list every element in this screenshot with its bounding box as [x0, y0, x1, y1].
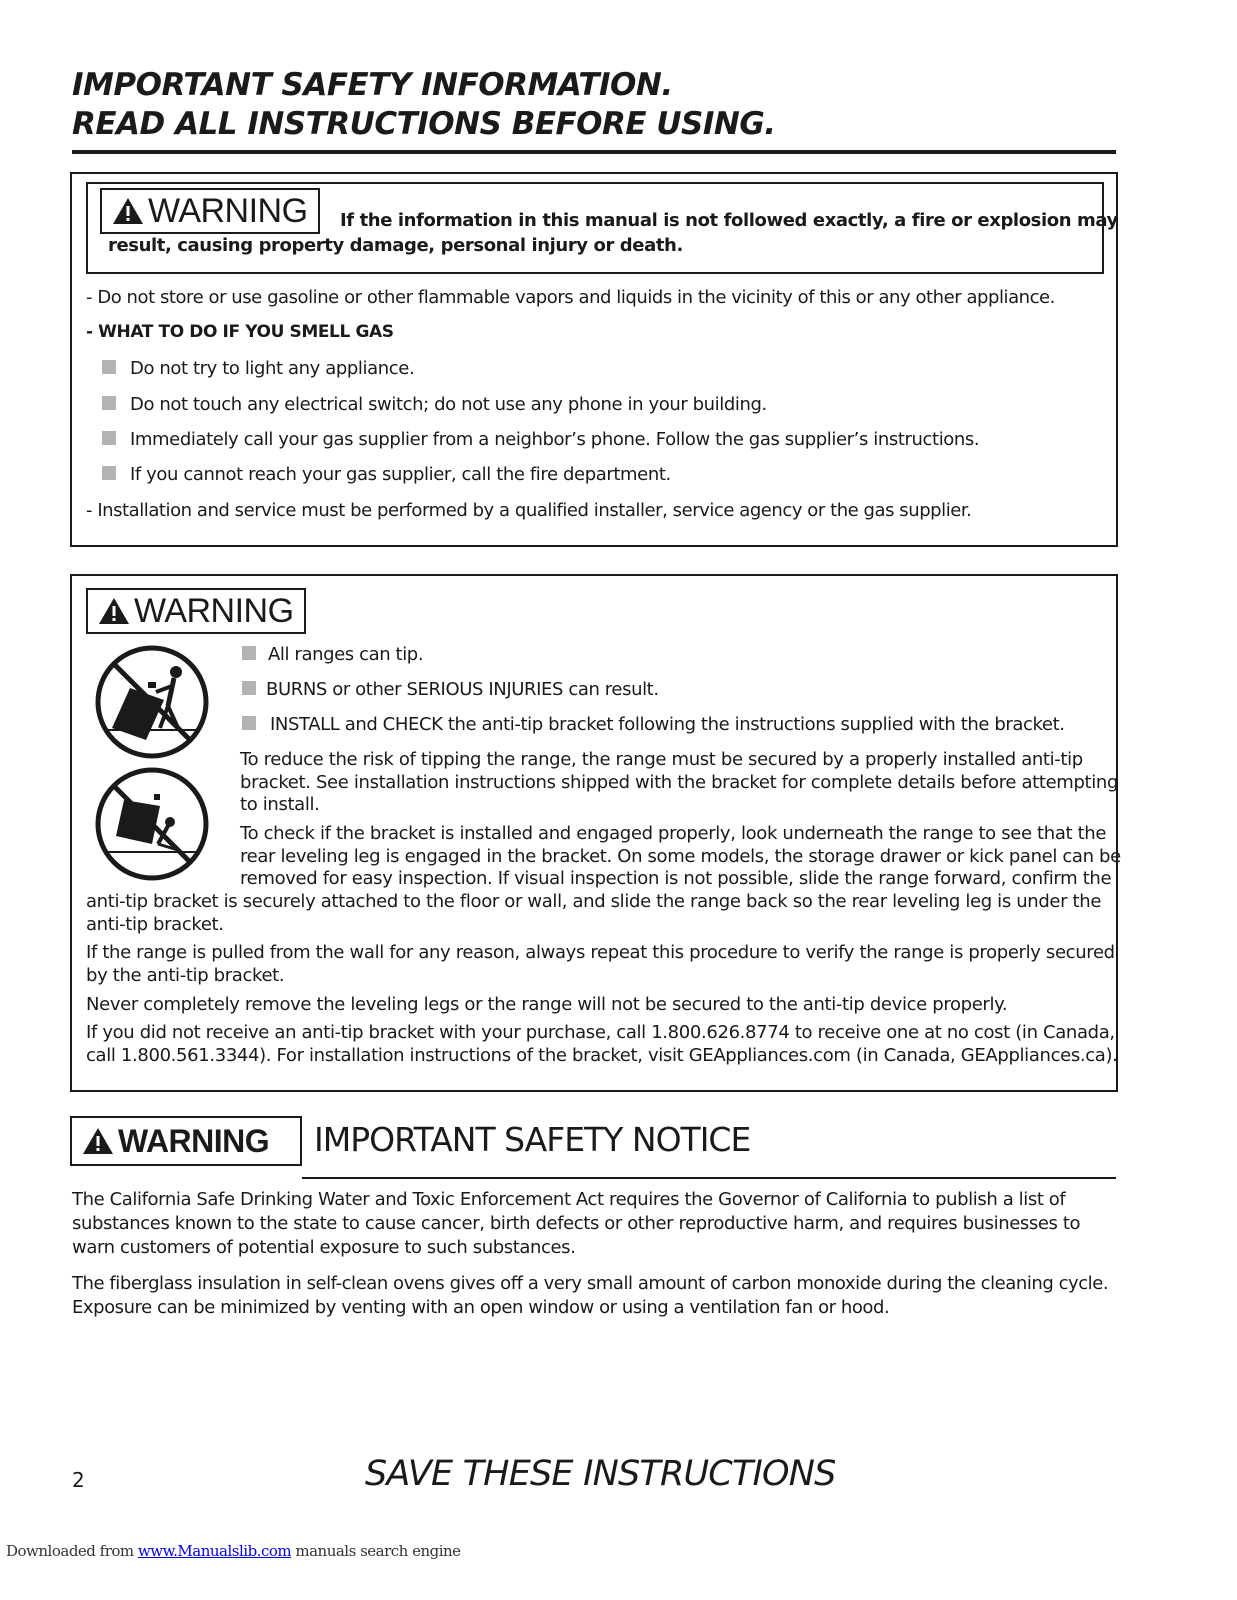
gas-step-item: Do not touch any electrical switch; do not use any phone in your building.: [102, 394, 767, 415]
bullet-square-icon: [102, 396, 116, 410]
bracket-check-paragraph-cont: anti-tip bracket is securely attached to the floor or wall, and slide the range back so the rear leveling leg is under the anti-tip bracket.: [86, 891, 1102, 935]
page-number: 2: [72, 1468, 85, 1492]
download-suffix: manuals search engine: [291, 1542, 461, 1560]
installation-note: - Installation and service must be performed by a qualified installer, service agency or the gas supplier.: [86, 500, 972, 521]
manualslib-link[interactable]: www.Manualslib.com: [137, 1542, 292, 1560]
safety-notice-title: IMPORTANT SAFETY NOTICE: [314, 1120, 751, 1159]
safety-notice-rule: [302, 1177, 1116, 1179]
bullet-square-icon: [242, 646, 256, 660]
warning-label: [70, 1116, 302, 1166]
bullet-square-icon: [242, 681, 256, 695]
gas-warning-headline: If the information in this manual is not followed exactly, a fire or explosion may: [340, 210, 1118, 231]
page-title-line1: IMPORTANT SAFETY INFORMATION.: [72, 67, 673, 103]
bullet-square-icon: [242, 716, 256, 730]
anti-tip-bullet: All ranges can tip.: [242, 644, 423, 665]
anti-tip-warning-box: [70, 574, 1121, 1092]
warning-label: [100, 188, 320, 234]
bullet-square-icon: [102, 360, 116, 374]
download-prefix: Downloaded from: [6, 1542, 138, 1560]
download-footer: [6, 1542, 461, 1560]
gas-warning-box: [70, 172, 1118, 547]
leveling-legs-paragraph: Never completely remove the leveling legs or the range will not be secured to the anti-tip device properly.: [86, 994, 1008, 1015]
california-act-paragraph: The California Safe Drinking Water and Toxic Enforcement Act requires the Governor of California to publish a list of substances known to the state to cause cancer, birth defects or other reproductive harm, and requires businesses to warn customers of potential exposure to such substances.: [72, 1189, 1081, 1258]
gas-step-item: Immediately call your gas supplier from a neighbor’s phone. Follow the gas supplier’s instructions.: [102, 429, 979, 450]
bullet-square-icon: [102, 466, 116, 480]
gasoline-warning-text: - Do not store or use gasoline or other flammable vapors and liquids in the vicinity of this or any other appliance.: [86, 287, 1055, 308]
anti-tip-paragraph: To reduce the risk of tipping the range, the range must be secured by a properly installed anti-tip bracket. See installation instructions shipped with the bracket for complete details before attempting to install.: [240, 749, 1119, 815]
page-title: [72, 66, 1132, 144]
warning-triangle-icon: [112, 197, 144, 225]
page-title-line2: READ ALL INSTRUCTIONS BEFORE USING.: [72, 106, 776, 142]
save-instructions: SAVE THESE INSTRUCTIONS: [365, 1454, 836, 1494]
fiberglass-paragraph: The fiberglass insulation in self-clean ovens gives off a very small amount of carbon monoxide during the cleaning cycle. Exposure can be minimized by venting with an open window or using a ventilation fan or hood.: [72, 1273, 1109, 1318]
anti-tip-bullet: BURNS or other SERIOUS INJURIES can result.: [242, 679, 659, 700]
repeat-procedure-paragraph: If the range is pulled from the wall for any reason, always repeat this procedure to verify the range is properly secured by the anti-tip bracket.: [86, 942, 1115, 986]
no-tip-range-icon: [94, 644, 210, 760]
warning-label-text: WARNING: [134, 591, 294, 630]
header-rule: [72, 150, 1116, 154]
gas-step-item: If you cannot reach your gas supplier, call the fire department.: [102, 464, 671, 485]
bracket-check-paragraph: To check if the bracket is installed and engaged properly, look underneath the range to see that the rear leveling leg is engaged in the bracket. On some models, the storage drawer or kick panel can be removed for easy inspection. If visual inspection is not possible, slide the range forward, confirm the: [240, 823, 1121, 889]
warning-label-text: WARNING: [148, 191, 308, 230]
gas-warning-headline-cont: result, causing property damage, personal injury or death.: [108, 235, 683, 256]
no-tip-range-child-icon: [94, 766, 210, 882]
smell-gas-heading: - WHAT TO DO IF YOU SMELL GAS: [86, 322, 394, 342]
bullet-square-icon: [102, 431, 116, 445]
warning-label-text: WARNING: [118, 1122, 270, 1159]
gas-step-item: Do not try to light any appliance.: [102, 358, 414, 379]
anti-tip-bracket-order-paragraph: If you did not receive an anti-tip bracket with your purchase, call 1.800.626.8774 to receive one at no cost (in Canada, call 1.800.561.3344). For installation instructions of the bracket, visit GEAppliances.com (in Canada, GEAppliances.ca).: [86, 1022, 1118, 1066]
warning-triangle-icon: [98, 597, 130, 625]
warning-label: [86, 588, 306, 634]
anti-tip-bullet: INSTALL and CHECK the anti-tip bracket following the instructions supplied with the bracket.: [242, 714, 1065, 735]
warning-triangle-icon: [82, 1127, 114, 1155]
